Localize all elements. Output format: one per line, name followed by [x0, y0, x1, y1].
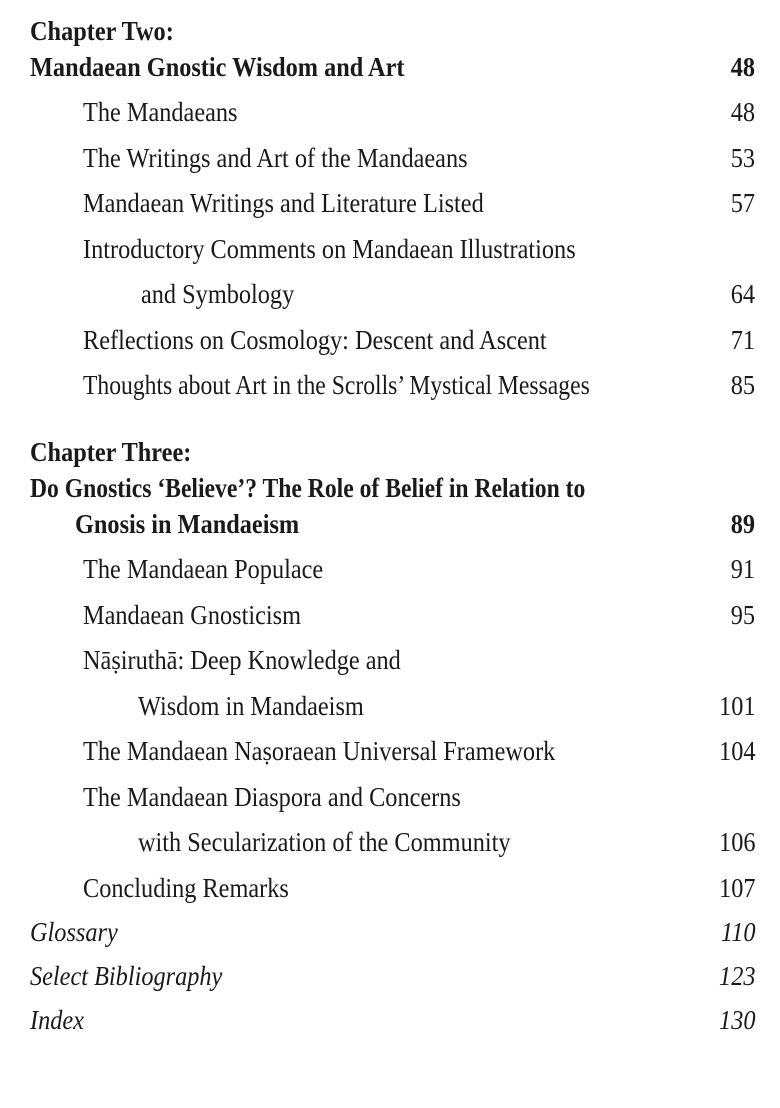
section-title[interactable]: Concluding Remarks — [83, 873, 289, 903]
page-number: 106 — [718, 827, 755, 857]
toc-entry[interactable] — [0, 595, 780, 635]
chapter-title[interactable]: Mandaean Gnostic Wisdom and Art — [30, 52, 405, 82]
page-number: 101 — [718, 691, 755, 721]
back-matter-title[interactable]: Glossary — [30, 917, 118, 947]
chapter-label: Chapter Two: — [30, 16, 174, 46]
section-title-continuation[interactable]: with Secularization of the Community — [138, 827, 511, 857]
section-title[interactable]: Mandaean Gnosticism — [83, 600, 301, 630]
page-number: 91 — [730, 554, 755, 584]
section-title[interactable]: The Mandaean Diaspora and Concerns — [83, 782, 461, 812]
page-number: 48 — [730, 97, 755, 127]
page-number: 130 — [718, 1005, 755, 1035]
toc-entry[interactable] — [0, 731, 780, 771]
chapter-two-label-line — [0, 11, 780, 51]
toc-entry[interactable] — [0, 92, 780, 132]
toc-entry-bibliography[interactable] — [0, 956, 780, 996]
chapter-three-title-continuation[interactable] — [0, 504, 780, 544]
chapter-title-continuation[interactable]: Gnosis in Mandaeism — [75, 509, 300, 539]
toc-entry-continuation[interactable] — [0, 822, 780, 862]
toc-entry[interactable] — [0, 868, 780, 908]
chapter-three-label-line — [0, 432, 780, 472]
toc-entry-glossary[interactable] — [0, 912, 780, 952]
toc-entry[interactable] — [0, 183, 780, 223]
page-number: 95 — [730, 600, 755, 630]
toc-entry-index[interactable] — [0, 1000, 780, 1040]
toc-entry[interactable] — [0, 777, 780, 817]
page-number: 123 — [718, 961, 755, 991]
toc-entry[interactable] — [0, 229, 780, 269]
section-title-continuation[interactable]: and Symbology — [141, 279, 295, 309]
section-title[interactable]: Mandaean Writings and Literature Listed — [83, 188, 484, 218]
page-number: 89 — [730, 509, 755, 539]
page-number: 48 — [730, 52, 755, 82]
page-number: 53 — [730, 143, 755, 173]
chapter-three-title-line[interactable] — [0, 468, 780, 508]
page-number: 57 — [730, 188, 755, 218]
section-title[interactable]: The Mandaean Naṣoraean Universal Framework — [83, 736, 556, 766]
section-title[interactable]: Introductory Comments on Mandaean Illustrations — [83, 234, 576, 264]
page-number: 107 — [718, 873, 755, 903]
section-title[interactable]: The Mandaean Populace — [83, 554, 324, 584]
section-title[interactable]: The Writings and Art of the Mandaeans — [83, 143, 468, 173]
section-title[interactable]: Nāṣiruthā: Deep Knowledge and — [83, 645, 401, 675]
toc-entry[interactable] — [0, 640, 780, 680]
page-number: 110 — [720, 917, 755, 947]
toc-entry[interactable] — [0, 138, 780, 178]
section-title[interactable]: The Mandaeans — [83, 97, 238, 127]
toc-entry[interactable] — [0, 320, 780, 360]
chapter-title[interactable]: Do Gnostics ‘Believe’? The Role of Belief in Relation to — [30, 473, 586, 503]
section-title[interactable]: Reflections on Cosmology: Descent and Ascent — [83, 325, 547, 355]
section-title[interactable]: Thoughts about Art in the Scrolls’ Mystical Messages — [83, 370, 590, 400]
toc-entry[interactable] — [0, 365, 780, 405]
section-title-continuation[interactable]: Wisdom in Mandaeism — [138, 691, 364, 721]
back-matter-title[interactable]: Index — [30, 1005, 84, 1035]
toc-entry-continuation[interactable] — [0, 274, 780, 314]
chapter-two-title-line[interactable] — [0, 47, 780, 87]
page-number: 85 — [730, 370, 755, 400]
page-number: 71 — [730, 325, 755, 355]
page-number: 104 — [718, 736, 755, 766]
chapter-label: Chapter Three: — [30, 437, 192, 467]
back-matter-title[interactable]: Select Bibliography — [30, 961, 223, 991]
page-number: 64 — [730, 279, 755, 309]
toc-entry[interactable] — [0, 549, 780, 589]
toc-entry-continuation[interactable] — [0, 686, 780, 726]
